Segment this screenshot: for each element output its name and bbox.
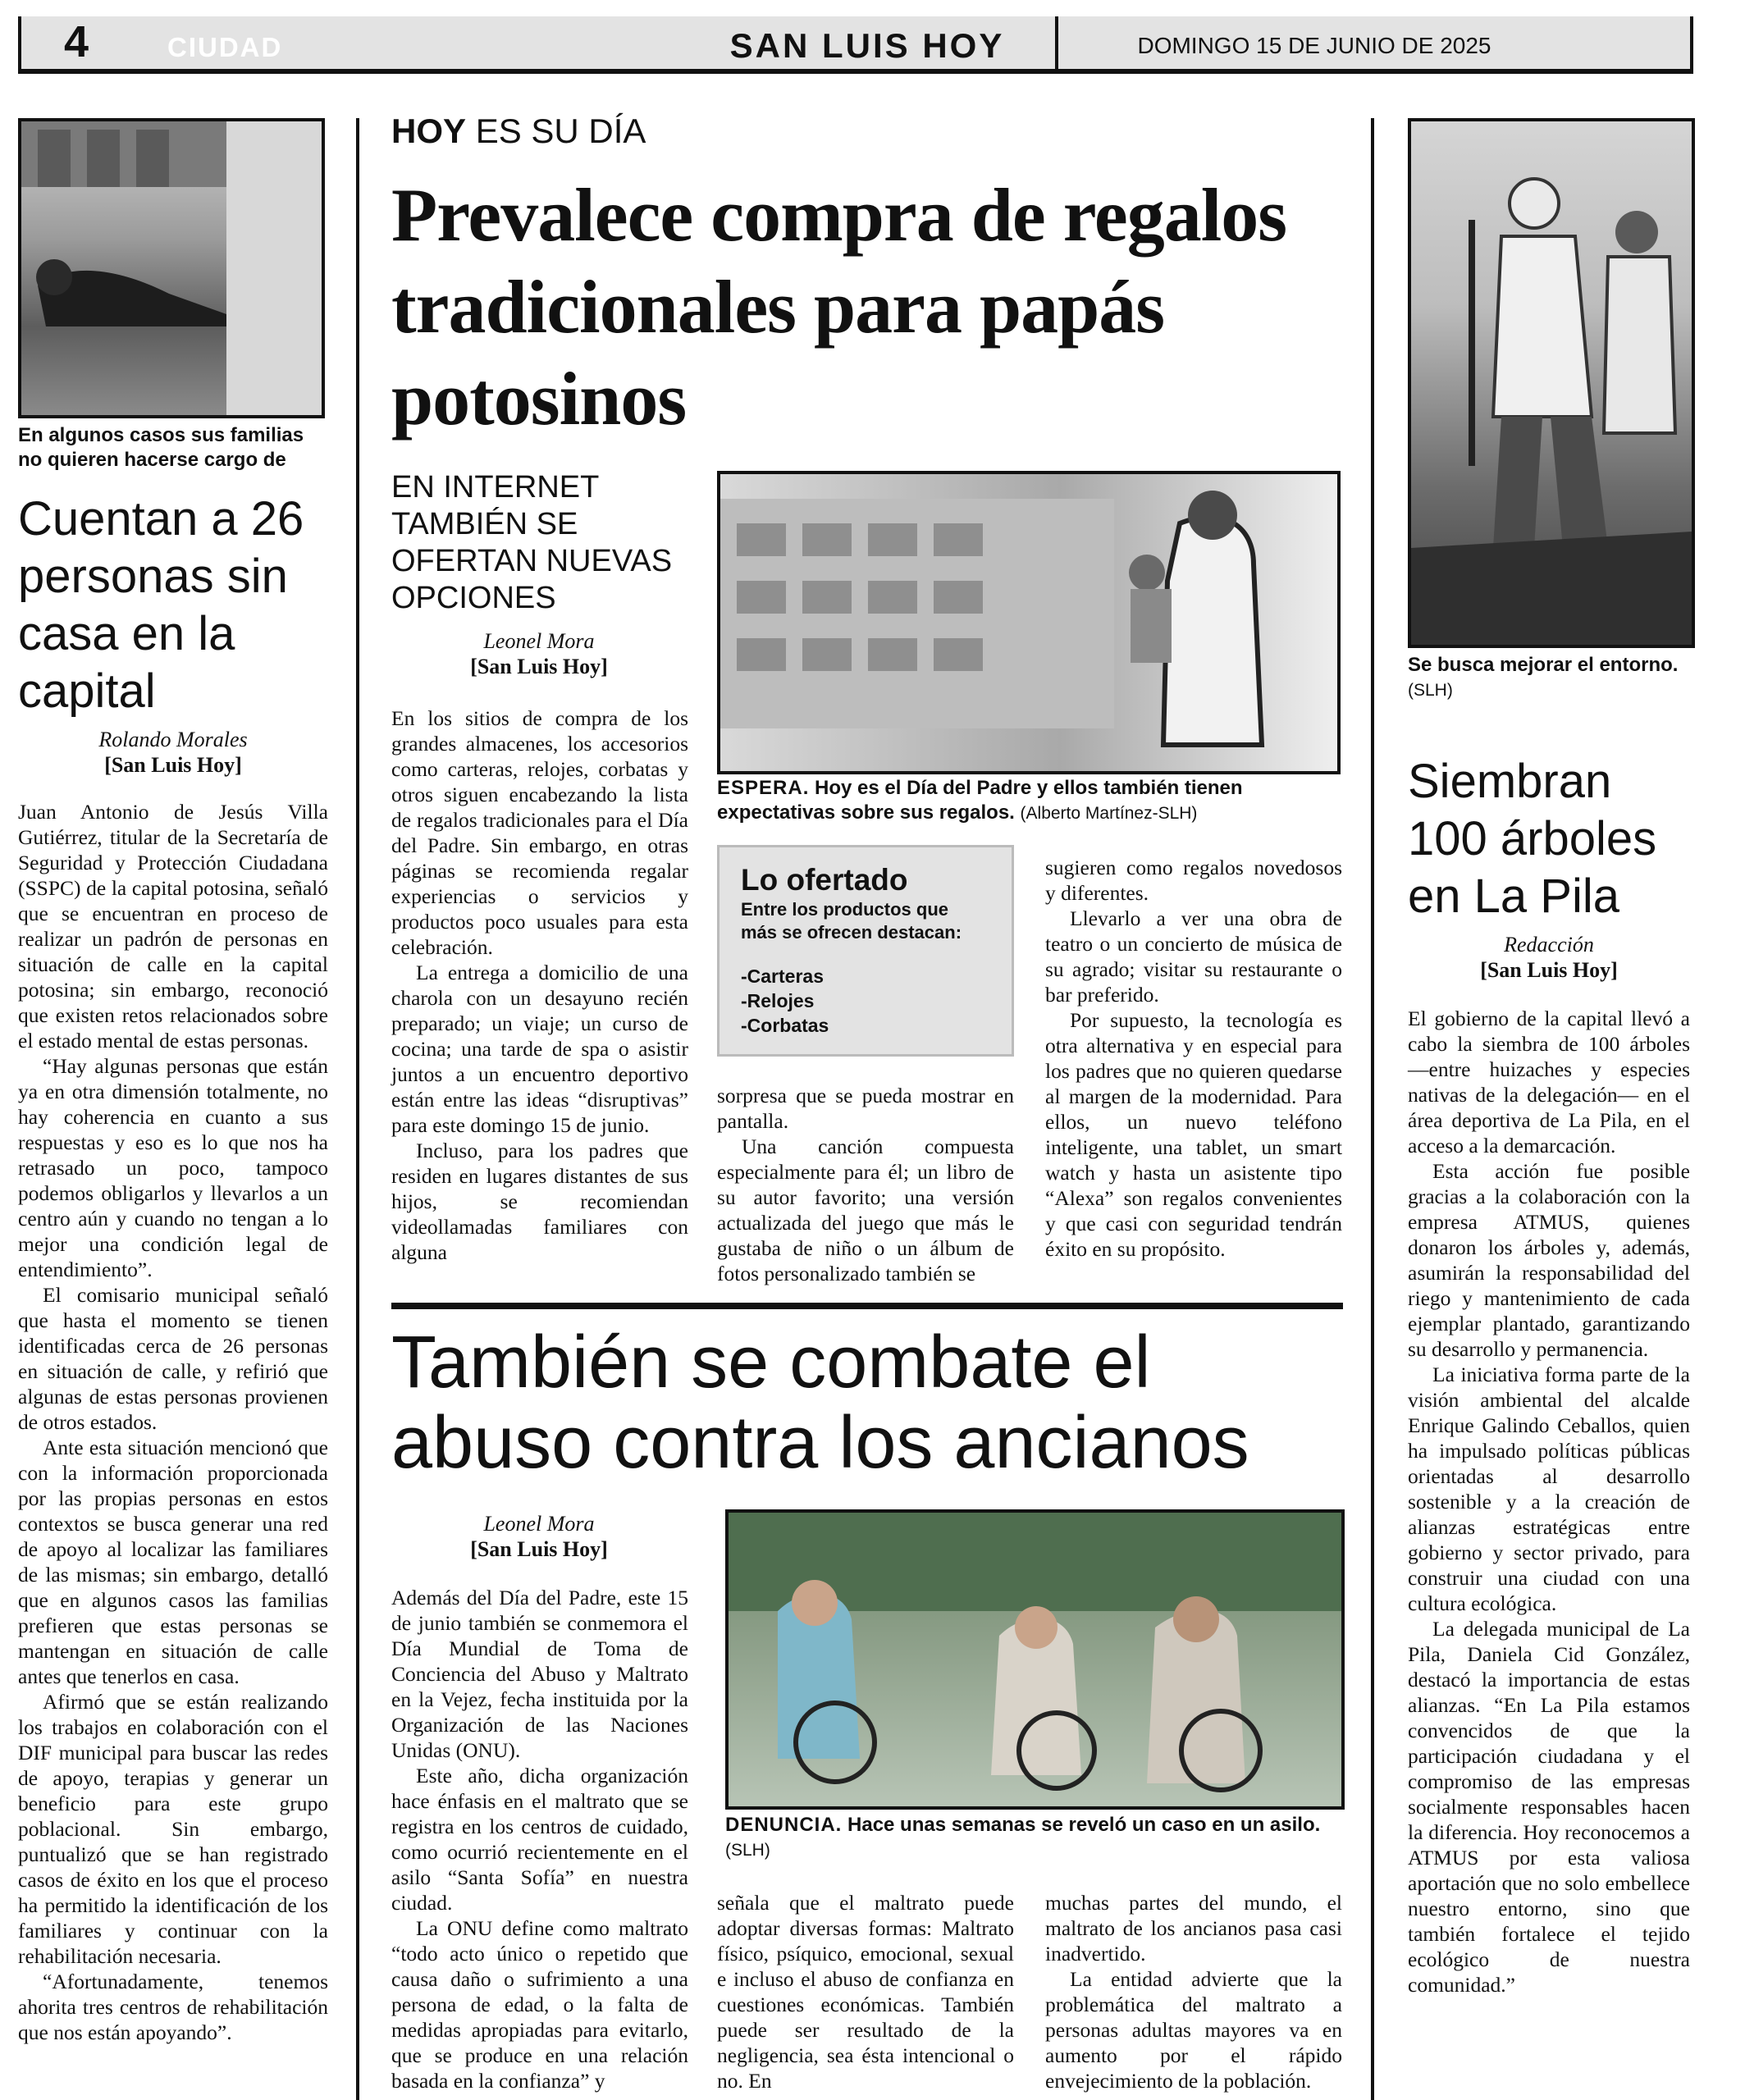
elder-paragraph: La entidad advierte que la problemática del maltrato a personas adultas mayores va en aumento por el rápido envejecimiento de la población. — [1045, 1967, 1342, 2093]
right-paragraph: La delegada municipal de La Pila, Daniela Cid González, destacó la importancia de estas alianzas. “En La Pila estamos convencidos de que la participación ciudadana y el compromiso de las empresas socialmente responsables hacen la diferencia. Hoy reconocemos a ATMUS por esta valiosa aportación que no solo embellece nuestro entorno, sino que también fortalece el tejido ecológico de nuestra comunidad.” — [1408, 1617, 1690, 1997]
father-photo-caption — [717, 776, 1342, 826]
left-paragraph: Ante esta situación mencionó que con la información proporcionada por las propias personas en estos contextos se busca generar una red de apoyo al localizar las familiares de las mismas; sin embargo, detalló que en algunos casos las familias prefieren que estas personas se mantengan en situación de calle antes que tenerlos en casa. — [18, 1436, 328, 1688]
homeless-photo — [18, 118, 325, 418]
tree-photo-caption — [1408, 653, 1690, 703]
elderly-caption-bold: DENUNCIA. — [725, 1814, 843, 1836]
lo-ofertado-box — [717, 845, 1014, 1057]
main-paragraph: En los sitios de compra de los grandes almacenes, los accesorios como carteras, relojes, corbatas y otros siguen encabezando la lista de regalos tradicionales para el Día del Padre. Sin embargo, en otras páginas se recomienda regalar experiencias o servicios y productos poco usuales para esta celebración. — [391, 706, 688, 959]
main-paragraph: Llevarlo a ver una obra de teatro o un concierto de música de su agrado; visitar su restaurante o bar preferido. — [1045, 906, 1342, 1007]
right-paragraph: La iniciativa forma parte de la visión ambiental del alcalde Enrique Galindo Ceballos, quien ha impulsado políticas públicas orientadas al desarrollo sostenible y a la creación de alianzas estratégicas entre gobierno y sector privado, para construir una ciudad con una cultura ecológica. — [1408, 1363, 1690, 1615]
elder-paragraph: señala que el maltrato puede adoptar diversas formas: Maltrato físico, psíquico, emocional, sexual e incluso el abuso de confianza en cuestiones económicas. También puede ser resultado de la negligencia, sea ésta intencional o no. En — [717, 1891, 1014, 2093]
header-right-bar — [1690, 16, 1693, 69]
main-paragraph: Por supuesto, la tecnología es otra alternativa y en especial para los padres que no quieren quedarse al margen de la modernidad. Para ellos, un nuevo teléfono inteligente, una tablet, un smart watch y hasta un asistente tipo “Alexa” son regalos convenientes y que casi con seguridad tendrán éxito en su propósito. — [1045, 1008, 1342, 1261]
main-headline: Prevalece compra de regalos tradicionales para papás potosinos — [391, 173, 1287, 441]
left-byline — [18, 727, 328, 778]
elderly-caption-credit: (SLH) — [725, 1841, 770, 1860]
right-body — [1408, 1006, 1690, 1997]
father-store-photo-illustration — [720, 474, 1337, 771]
column-rule-right — [1371, 118, 1374, 2100]
elder-organization: [San Luis Hoy] — [470, 1537, 608, 1561]
left-paragraph: “Hay algunas personas que están ya en otra dimensión totalmente, no hay coherencia en cuanto a sus respuestas y eso es lo que nos ha retrasado un poco, tampoco podemos obligarlos y llevarlos a un centro aún y cuando no tengan a lo mejor una condición legal de entendimiento”. — [18, 1054, 328, 1281]
elder-col1 — [391, 1585, 688, 2093]
header-divider — [1055, 16, 1058, 69]
elder-paragraph: La ONU define como maltrato “todo acto único o repetido que causa daño o sufrimiento a una persona de edad, o la falta de medidas apropiadas para evitarlo, que se produce en una relación basada en la confianza” y — [391, 1916, 688, 2093]
main-kicker — [391, 110, 646, 153]
elderly-photo-illustration — [729, 1513, 1341, 1806]
homeless-photo-illustration — [21, 121, 322, 415]
right-organization: [San Luis Hoy] — [1480, 958, 1618, 982]
column-rule-left — [356, 118, 359, 2100]
elder-paragraph: Además del Día del Padre, este 15 de junio también se conmemora el Día Mundial de Toma de Conciencia del Abuso y Maltrato en la Vejez, fecha instituida por la Organización de las Naciones Unidas (ONU). — [391, 1586, 688, 1762]
main-paragraph: sugieren como regalos novedosos y diferentes. — [1045, 856, 1342, 905]
left-paragraph: “Afortunadamente, tenemos ahorita tres centros de rehabilitación que nos están apoyando”. — [18, 1970, 328, 2044]
lo-ofertado-item: -Carteras — [741, 966, 824, 987]
elderly-photo-caption — [725, 1813, 1346, 1863]
left-body — [18, 799, 328, 2045]
left-organization: [San Luis Hoy] — [104, 753, 242, 777]
father-caption-bold: ESPERA. — [717, 777, 810, 799]
elderly-photo — [725, 1509, 1345, 1810]
right-headline: Siembran 100 árboles en La Pila — [1408, 755, 1657, 923]
elder-paragraph: Este año, dicha organización hace énfasis en el maltrato que se registra en los centros de cuidado, como ocurrió recientemente en el asilo “Santa Sofía” en nuestra ciudad. — [391, 1764, 688, 1915]
main-author: Leonel Mora — [483, 629, 595, 653]
right-byline — [1408, 932, 1690, 983]
main-paragraph: Incluso, para los padres que residen en lugares distantes de sus hijos, se recomiendan videollamadas familiares con alguna — [391, 1139, 688, 1264]
left-author: Rolando Morales — [98, 728, 248, 751]
tree-planting-photo — [1408, 118, 1695, 648]
homeless-photo-caption: En algunos casos sus familias no quieren hacerse cargo de — [18, 424, 304, 471]
main-col3 — [1045, 855, 1342, 1262]
kicker-rest: ES SU DÍA — [475, 112, 646, 150]
lo-ofertado-subtitle: Entre los productos que más se ofrecen destacan: — [741, 899, 962, 943]
elderly-caption-text: Hace unas semanas se reveló un caso en un asilo. — [847, 1814, 1321, 1836]
elder-paragraph: muchas partes del mundo, el maltrato de los ancianos pasa casi inadvertido. — [1045, 1891, 1342, 1965]
elder-col3 — [1045, 1890, 1342, 2093]
left-paragraph: Afirmó que se están realizando los trabajos en colaboración con el DIF municipal para buscar las redes de apoyo, terapias y generar un beneficio para este grupo poblacional. Sin embargo, puntualizó que se han registrado casos de éxito en los que el proceso ha permitido la identificación de los familiares y continuar con la rehabilitación necesaria. — [18, 1690, 328, 1968]
section-name: CIUDAD — [167, 32, 283, 62]
main-byline — [391, 628, 687, 679]
main-col1 — [391, 705, 688, 1265]
left-paragraph: Juan Antonio de Jesús Villa Gutiérrez, titular de la Secretaría de Seguridad y Protección Ciudadana (SSPC) de la capital potosina, señaló que se encuentran en proceso de realizar un padrón de personas en situación de calle en la capital potosina; sin embargo, reconoció que existen retos relacionados sobre el estado mental de estas personas. — [18, 800, 328, 1052]
father-caption-credit: (Alberto Martínez-SLH) — [1020, 804, 1198, 823]
left-headline: Cuentan a 26 personas sin casa en la capital — [18, 492, 304, 718]
main-paragraph: La entrega a domicilio de una charola con un desayuno recién preparado; un viaje; un curso de cocina; una tarde de spa o asistir juntos a un encuentro deportivo están entre las ideas “disruptivas” para este domingo 15 de junio. — [391, 961, 688, 1137]
elder-author: Leonel Mora — [483, 1512, 595, 1536]
main-paragraph: Una canción compuesta especialmente para él; un libro de su autor favorito; una versión actualizada del juego que más le gustaba de niño o un álbum de fotos personalizado también se — [717, 1134, 1014, 1285]
tree-planting-photo-illustration — [1411, 121, 1692, 645]
right-author: Redacción — [1504, 933, 1594, 956]
page-number: 4 — [64, 17, 89, 66]
page-header — [18, 16, 1693, 74]
tree-caption-text: Se busca mejorar el entorno. — [1408, 654, 1679, 676]
main-col2 — [717, 1083, 1014, 1286]
lo-ofertado-item: -Corbatas — [741, 1015, 829, 1036]
tree-caption-credit: (SLH) — [1408, 681, 1453, 700]
issue-date: DOMINGO 15 DE JUNIO DE 2025 — [1137, 33, 1491, 58]
lo-ofertado-title: Lo ofertado — [741, 863, 908, 897]
main-subhead: EN INTERNET TAMBIÉN SE OFERTAN NUEVAS OPCIONES — [391, 470, 673, 615]
elder-headline: También se combate el abuso contra los ancianos — [391, 1322, 1249, 1484]
main-paragraph: sorpresa que se pueda mostrar en pantalla. — [717, 1084, 1014, 1133]
father-store-photo — [717, 471, 1341, 774]
main-organization: [San Luis Hoy] — [470, 655, 608, 678]
header-left-bar — [18, 16, 21, 69]
right-paragraph: El gobierno de la capital llevó a cabo la siembra de 100 árboles —entre huizaches y especies nativas de la delegación— en el área deportiva de La Pila, en el acceso a la demarcación. — [1408, 1007, 1690, 1157]
lo-ofertado-item: -Relojes — [741, 990, 815, 1011]
story-divider — [391, 1303, 1343, 1309]
elder-byline — [391, 1511, 687, 1562]
left-paragraph: El comisario municipal señaló que hasta el momento se tienen identificadas cerca de 26 personas en situación de calle, y refirió que algunas de estas personas provienen de otros estados. — [18, 1283, 328, 1434]
kicker-bold: HOY — [391, 112, 467, 150]
paper-name: SAN LUIS HOY — [729, 26, 1005, 65]
father-caption-text: Hoy es el Día del Padre y ellos también tienen expectativas sobre sus regalos. — [717, 777, 1243, 824]
elder-col2 — [717, 1890, 1014, 2093]
right-paragraph: Esta acción fue posible gracias a la colaboración con la empresa ATMUS, quienes donaron los árboles y, además, asumirán la responsabilidad del riego y mantenimiento de cada ejemplar plantado, garantizando su desarrollo y permanencia. — [1408, 1159, 1690, 1361]
